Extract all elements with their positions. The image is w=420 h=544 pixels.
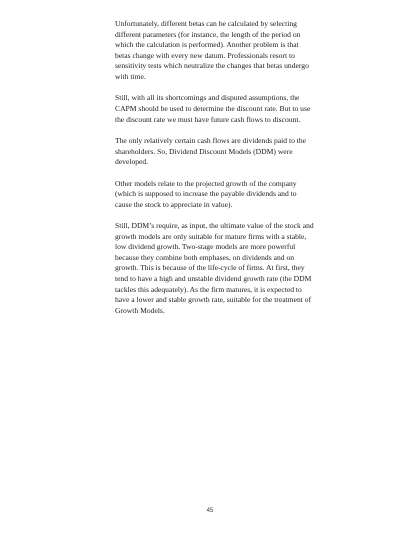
paragraph-growth-models: Other models relate to the projected growth of the company (which is supposed to increase the payable dividends and to cause the stock to appreciate in value). bbox=[115, 178, 297, 209]
paragraph-two-stage: Still, DDM’s require, as input, the ultimate value of the stock and growth models are only suitable for mature firms with a stable, low dividend growth. Two-stage models are more powerful because they combine both emphases, on dividends and on growth. This is because of the life-cycle of firms. At first, they tend to have a high and unstable dividend growth rate (the DDM tackles this adequately). As the firm matures, it is expected to have a lower and stable growth rate, suitable for the treatment of Growth Models. bbox=[115, 221, 314, 315]
paragraph-capm: Still, with all its shortcomings and disputed assumptions, the CAPM should be used to determine the discount rate. But to use the discount rate we must have future cash flows to discount. bbox=[115, 93, 311, 124]
body-text bbox=[115, 19, 315, 327]
page-number: 45 bbox=[206, 508, 214, 514]
paragraph-betas: Unfortunately, different betas can be calculated by selecting different parameters (for instance, the length of the period on which the calculation is performed). Another problem is that betas change with every new datum. Professionals resort to sensitivity tests which neutralize the changes that betas undergo with time. bbox=[115, 19, 309, 81]
paragraph-dividends: The only relatively certain cash flows are dividends paid to the shareholders. So, Dividend Discount Models (DDM) were developed. bbox=[115, 135, 307, 167]
